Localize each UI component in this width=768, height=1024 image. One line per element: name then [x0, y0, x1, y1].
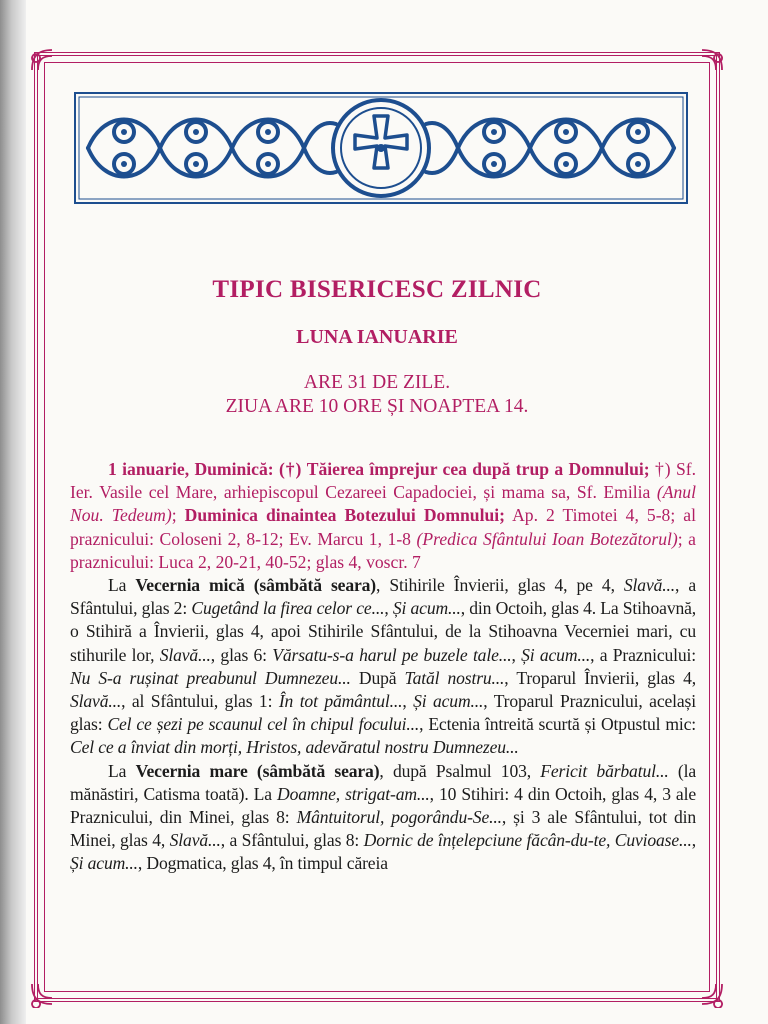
text-run: , 10 Stihiri: 4 din Octoih, glas 4, 3 ale Praznicului, din Minei, glas 8: — [70, 783, 696, 828]
text-run: , a Sfântului, glas 2: — [70, 575, 696, 619]
text-run: , glas 6: — [210, 644, 267, 665]
italic-run: Și acum... — [521, 644, 591, 665]
book-spine-edge — [0, 0, 26, 1024]
italic-run: Cel ce a înviat din morți, Hristos, adevăratul nostru Dumnezeu... — [70, 737, 519, 758]
ornamental-header-band — [74, 92, 688, 204]
paragraph-prefix: La — [108, 575, 127, 596]
text-run: , și 3 ale Sfântului, tot din Minei, glas 4, — [70, 807, 696, 851]
saint-commemoration: †) Sf. Ier. Vasile cel Mare, arhiepiscopul Cezareei Capadociei, și mama sa, Sf. Emilia — [70, 459, 697, 503]
italic-run: Tatăl nostru... — [404, 667, 505, 688]
text-run: După — [350, 667, 397, 688]
text-run: , Troparul Învierii, glas 4, — [504, 667, 696, 688]
italic-run: Vărsatu-s-a harul pe buzele tale... — [272, 644, 512, 665]
italic-run: În tot pământul... — [278, 691, 403, 712]
italic-run: Slavă... — [70, 691, 122, 712]
vecernia-mica-paragraph — [70, 574, 696, 760]
italic-run: Slavă... — [169, 830, 221, 851]
vecernia-mare-paragraph — [70, 760, 696, 876]
text-run: , Ectenia întreită scurtă și Otpustul mic: — [419, 714, 696, 735]
feast-marker: (†) — [278, 459, 302, 479]
italic-run: Și acum... — [392, 598, 461, 619]
saint-note: (Anul Nou. Tedeum) — [70, 482, 696, 526]
text-run: , al Sfântului, glas 1: — [121, 691, 273, 712]
paragraph-prefix: La — [108, 760, 127, 781]
italic-run: Fericit bărbatul... — [540, 760, 669, 781]
readings-continued: ; a praznicului: Luca 2, 20-21, 40-52; glas 4, voscr. 7 — [70, 528, 696, 572]
feast-title: Tăierea împrejur cea după trup a Domnului; — [306, 459, 650, 479]
corner-scroll-icon — [698, 46, 726, 74]
page-title: TIPIC BISERICESC ZILNIC — [212, 276, 542, 303]
italic-run: Mântuitorul, pogorându-Se... — [296, 807, 502, 828]
text-run: , Stihirile Învierii, glas 4, pe 4, — [376, 575, 615, 596]
month-heading: LUNA IANUARIE — [296, 326, 458, 348]
italic-run: Cel ce șezi pe scaunul cel în chipul focului... — [107, 714, 420, 735]
vecernia-mica-label: Vecernia mică (sâmbătă seara) — [135, 575, 376, 596]
text-run: , a Sfântului, glas 8: — [220, 830, 360, 851]
entry-date: 1 ianuarie, Duminică: — [108, 459, 274, 479]
text-run: , Troparul Praznicului, același glas: — [70, 691, 696, 735]
text-run: , — [691, 830, 697, 851]
italic-run: Cugetând la firea celor ce... — [191, 598, 385, 619]
italic-run: Dornic de înțelepciune făcân-du-te, Cuvioase... — [363, 830, 692, 851]
text-run: , — [402, 691, 407, 712]
day-night-hours-line: ZIUA ARE 10 ORE ȘI NOAPTEA 14. — [225, 396, 529, 417]
entry-paragraph — [70, 458, 696, 574]
text-run: , după Psalmul 103, — [379, 760, 531, 781]
body-text — [70, 458, 696, 876]
text-run: , din Octoih, glas 4. La Stihoavnă, o Stihiră a Învierii, glas 4, apoi Stihirile Sfântului, de la Stihoavna Vecerniei mari, cu stihurile lor, — [70, 598, 697, 665]
text-run: , a Praznicului: — [590, 644, 696, 665]
italic-run: Slavă... — [159, 644, 211, 665]
text-run: (la mănăstiri, Catisma toată). La — [70, 760, 696, 804]
vecernia-mare-label: Vecernia mare (sâmbătă seara) — [135, 760, 380, 781]
corner-scroll-icon — [698, 980, 726, 1008]
month-days-line: ARE 31 DE ZILE. — [303, 372, 451, 393]
corner-scroll-icon — [28, 46, 56, 74]
cross-medallion-icon — [333, 100, 429, 196]
italic-run: Doamne, strigat-am... — [277, 783, 430, 804]
semicolon: ; — [171, 505, 177, 526]
text-run: , — [384, 598, 389, 619]
italic-run: Și acum... — [413, 691, 484, 712]
sunday-title: Duminica dinaintea Botezului Domnului; — [184, 505, 505, 526]
italic-run: Nu S-a rușinat preabunul Dumnezeu... — [70, 667, 351, 688]
text-run: , — [511, 644, 516, 665]
italic-run: Slavă... — [623, 575, 675, 596]
readings-note: (Predica Sfântului Ioan Botezătorul) — [416, 528, 678, 549]
text-run: , Dogmatica, glas 4, în timpul căreia — [137, 853, 388, 874]
corner-scroll-icon — [28, 980, 56, 1008]
italic-run: Și acum... — [70, 853, 138, 874]
readings: Ap. 2 Timotei 4, 5-8; al praznicului: Coloseni 2, 8-12; Ev. Marcu 1, 1-8 — [70, 505, 696, 549]
